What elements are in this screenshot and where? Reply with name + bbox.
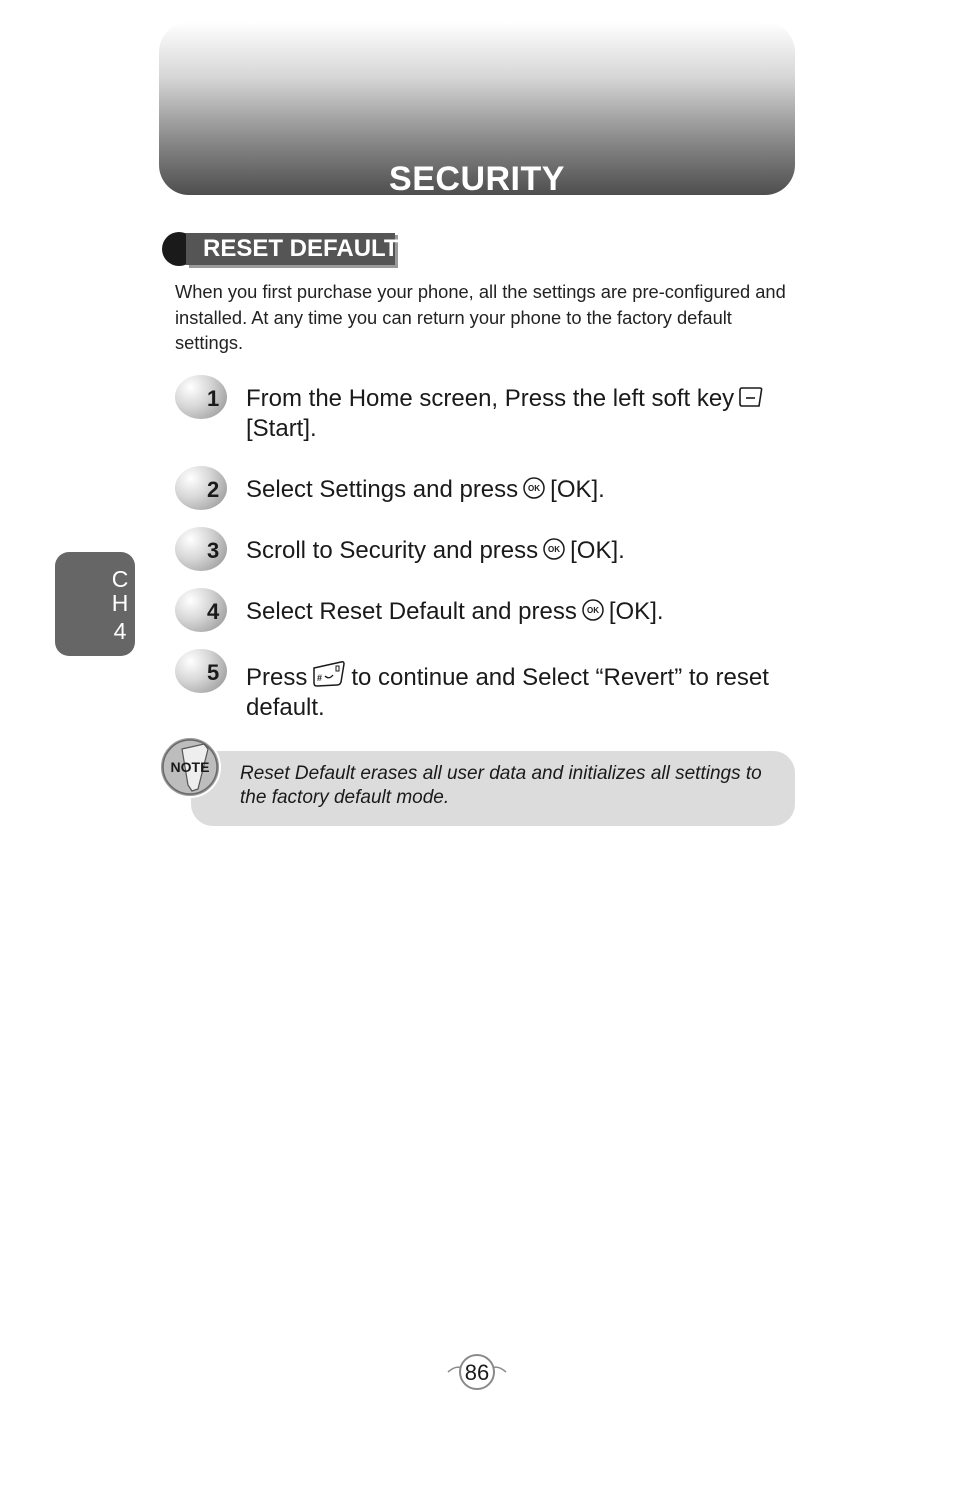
section-heading [162, 231, 402, 269]
note-pencil-icon [158, 735, 222, 799]
intro-paragraph: When you first purchase your phone, all the settings are pre-configured and installed. At any time you can return your phone to the factory default settings. [175, 281, 786, 353]
step-text [246, 384, 806, 444]
step-text-after: [OK]. [570, 537, 625, 564]
chapter-header [159, 22, 795, 198]
step-text [246, 658, 806, 723]
step-text [246, 597, 806, 627]
page-number-badge [446, 1353, 508, 1391]
chapter-tab-number: 4 [113, 618, 127, 644]
page-number: 86 [464, 1360, 490, 1385]
step-text [246, 536, 806, 566]
step-number: 5 [207, 660, 220, 685]
step-number: 3 [207, 538, 220, 563]
ok-key-icon [542, 537, 566, 561]
note-text: Reset Default erases all user data and initializes all settings to the factory default mode. [240, 763, 762, 808]
ok-key-icon [581, 598, 605, 622]
chapter-tab-c: C [111, 566, 129, 592]
step-text-before: Press [246, 664, 308, 691]
step-text-before: Select Settings and press [246, 476, 519, 503]
step-number: 1 [207, 386, 220, 411]
step-text-before: Scroll to Security and press [246, 537, 539, 564]
step-text-before: From the Home screen, Press the left soft key [246, 385, 735, 412]
chapter-tab-h: H [111, 590, 129, 616]
left-soft-key-icon [738, 385, 764, 409]
step-text-after: [OK]. [550, 476, 605, 503]
svg-text:OK: OK [528, 484, 541, 493]
svg-text:OK: OK [586, 606, 599, 615]
note-label: NOTE [170, 759, 210, 775]
section-title: RESET DEFAULT [203, 235, 399, 262]
page-title: SECURITY [389, 160, 565, 198]
pound-key-icon [311, 658, 347, 688]
step-text-before: Select Reset Default and press [246, 598, 577, 625]
chapter-tab [55, 552, 135, 656]
svg-text:#: # [317, 673, 323, 683]
step-number: 2 [207, 477, 220, 502]
step-text-after: [OK]. [608, 598, 664, 625]
step-text [246, 475, 806, 505]
step-number: 4 [207, 599, 220, 624]
step-text-after: to continue and Select “Revert” to reset default. [246, 664, 769, 721]
ok-key-icon [522, 476, 546, 500]
step-text-after: [Start]. [246, 415, 317, 442]
svg-text:OK: OK [548, 545, 561, 554]
